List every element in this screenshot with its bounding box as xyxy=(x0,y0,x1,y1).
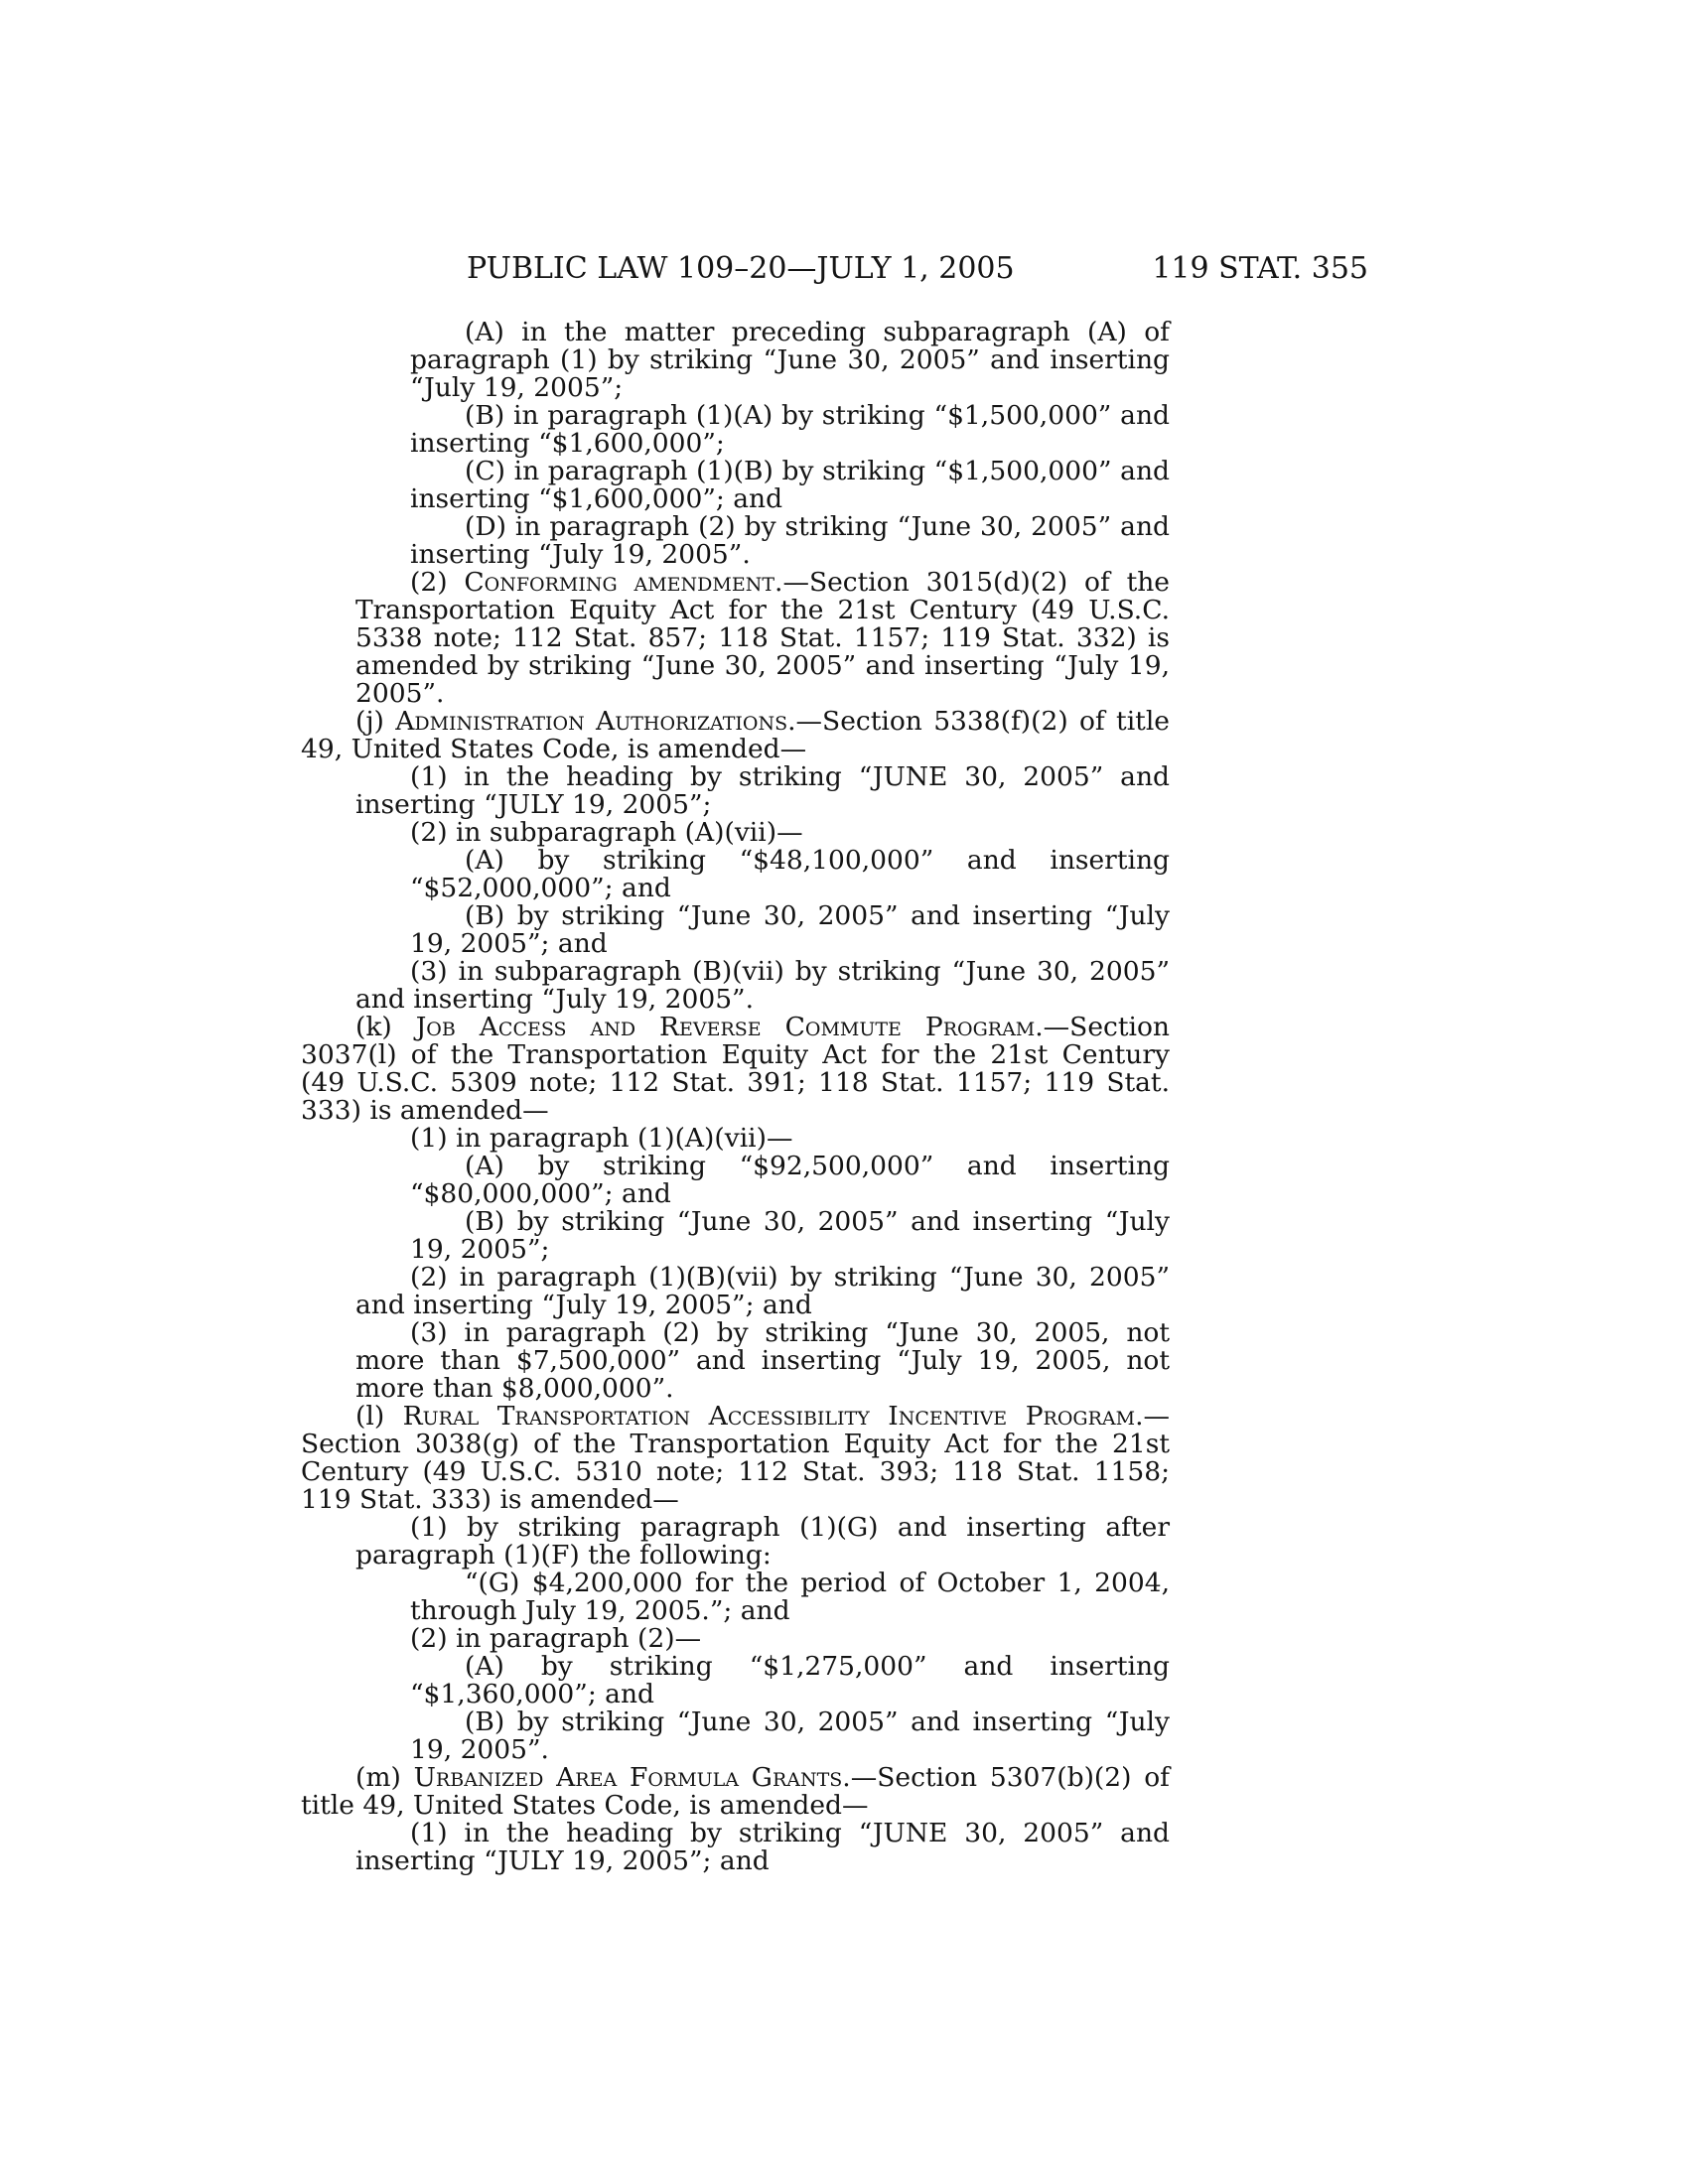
page-header xyxy=(427,249,1368,289)
clause-paragraph: (2) in paragraph (1)(B)(vii) by striking “June 30, 2005” and inserting “July 19, 2005”; and xyxy=(355,1262,1170,1320)
clause-paragraph: (D) in paragraph (2) by striking “June 30, 2005” and inserting “July 19, 2005”. xyxy=(410,511,1170,570)
running-head-title: PUBLIC LAW 109–20—JULY 1, 2005 xyxy=(467,251,1015,286)
clause-paragraph: (B) by striking “June 30, 2005” and inserting “July 19, 2005”. xyxy=(410,1706,1170,1765)
clause-paragraph: (C) in paragraph (1)(B) by striking “$1,500,000” and inserting “$1,600,000”; and xyxy=(410,456,1170,514)
clause-paragraph: (A) by striking “$92,500,000” and inserting “$80,000,000”; and xyxy=(410,1151,1170,1209)
clause-paragraph: (1) by striking paragraph (1)(G) and inserting after paragraph (1)(F) the following: xyxy=(355,1512,1170,1570)
clause-paragraph: (B) in paragraph (1)(A) by striking “$1,500,000” and inserting “$1,600,000”; xyxy=(410,400,1170,459)
document-body xyxy=(301,319,1170,1875)
subsection-k: (k) Job Access and Reverse Commute Program.—Section 3037(l) of the Transportation Equity Act for the 21st Century (49 U.S.C. 5309 note; 112 Stat. 391; 118 Stat. 1157; 119 Stat. 333) is amended— xyxy=(301,1012,1170,1126)
clause-paragraph: (3) in paragraph (2) by striking “June 30, 2005, not more than $7,500,000” and inserting “July 19, 2005, not more than $8,000,000”. xyxy=(355,1317,1170,1404)
section-heading: Urbanized Area Formula Grants. xyxy=(413,1762,851,1793)
section-heading: Administration Authorizations. xyxy=(395,706,796,737)
clause-paragraph: (2) in paragraph (2)— xyxy=(410,1623,702,1654)
clause-paragraph: (1) in paragraph (1)(A)(vii)— xyxy=(410,1123,793,1154)
subsection-j: (j) Administration Authorizations.—Section 5338(f)(2) of title 49, United States Code, is amended— xyxy=(301,706,1170,764)
section-heading: Rural Transportation Accessibility Incentive Program. xyxy=(402,1401,1144,1432)
quoted-insertion: “(G) $4,200,000 for the period of October 1, 2004, through July 19, 2005.”; and xyxy=(410,1568,1170,1626)
clause-paragraph: (B) by striking “June 30, 2005” and inserting “July 19, 2005”; and xyxy=(410,900,1170,959)
section-heading: Job Access and Reverse Commute Program. xyxy=(415,1012,1044,1042)
clause-paragraph: (A) by striking “$48,100,000” and inserting “$52,000,000”; and xyxy=(410,845,1170,903)
clause-paragraph: (A) by striking “$1,275,000” and inserting “$1,360,000”; and xyxy=(410,1651,1170,1709)
clause-paragraph: (3) in subparagraph (B)(vii) by striking “June 30, 2005” and inserting “July 19, 2005”. xyxy=(355,956,1170,1015)
clause-paragraph: (A) in the matter preceding subparagraph (A) of paragraph (1) by striking “June 30, 2005” and inserting “July 19, 2005”; xyxy=(410,317,1170,403)
clause-paragraph: (1) in the heading by striking “JUNE 30, 2005” and inserting “JULY 19, 2005”; and xyxy=(355,1818,1170,1876)
subsection-l: (l) Rural Transportation Accessibility Incentive Program.—Section 3038(g) of the Transportation Equity Act for the 21st Century (49 U.S.C. 5310 note; 112 Stat. 393; 118 Stat. 1158; 119 Stat. 333) is amended— xyxy=(301,1401,1170,1515)
statute-page-number: 119 STAT. 355 xyxy=(1152,251,1368,286)
conforming-amendment-paragraph: (2) Conforming amendment.—Section 3015(d)(2) of the Transportation Equity Act for the 21st Century (49 U.S.C. 5338 note; 112 Stat. 857; 118 Stat. 1157; 119 Stat. 332) is amended by striking “June 30, 2005” and inserting “July 19, 2005”. xyxy=(355,567,1170,709)
section-heading: Conforming amendment. xyxy=(464,567,783,598)
clause-paragraph: (2) in subparagraph (A)(vii)— xyxy=(410,817,803,848)
subsection-m: (m) Urbanized Area Formula Grants.—Section 5307(b)(2) of title 49, United States Code, is amended— xyxy=(301,1762,1170,1821)
clause-paragraph: (1) in the heading by striking “JUNE 30, 2005” and inserting “JULY 19, 2005”; xyxy=(355,761,1170,820)
clause-paragraph: (B) by striking “June 30, 2005” and inserting “July 19, 2005”; xyxy=(410,1206,1170,1265)
